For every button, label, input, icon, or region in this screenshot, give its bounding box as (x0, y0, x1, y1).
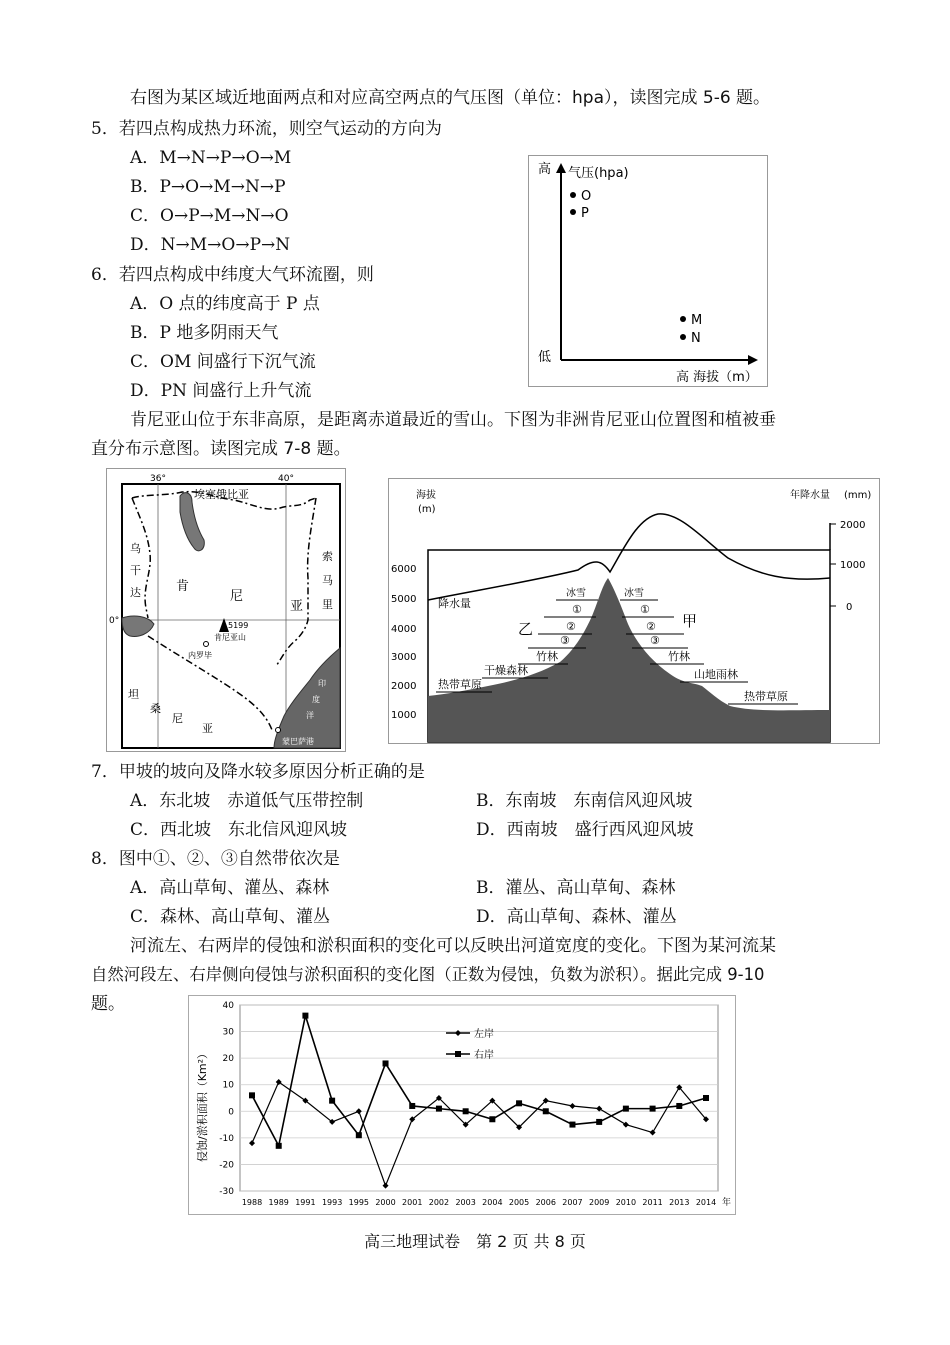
right-bank-point (489, 1116, 495, 1122)
erosion-chart (188, 995, 736, 1215)
x-tick-label: 2009 (588, 1198, 610, 1207)
lat-0-label: 0° (109, 616, 120, 626)
kenya-label-1: 肯 (176, 579, 190, 594)
lake-turkana (180, 493, 204, 551)
x-tick-label: 2011 (642, 1198, 663, 1207)
x-tick-label: 2007 (562, 1198, 583, 1207)
x-tick-label: 1991 (295, 1198, 316, 1207)
point-m (680, 316, 686, 322)
y-tick-label: 40 (222, 1001, 234, 1011)
left-bank-point (356, 1108, 362, 1114)
mombasa-label: 蒙巴萨港 (282, 737, 314, 746)
q78-intro-line2: 直分布示意图。读图完成 7-8 题。 (91, 439, 351, 459)
left-tick-3000: 3000 (391, 652, 417, 663)
q6-option-b: B．P 地多阴雨天气 (130, 323, 279, 343)
right-bank-point (383, 1060, 389, 1066)
uganda-label-3: 达 (130, 586, 141, 599)
y-high-label: 高 (538, 162, 552, 177)
left-bank-point (569, 1103, 575, 1109)
mountain-silhouette (428, 578, 830, 742)
right-axis-title-2: (mm) (844, 490, 872, 501)
page-footer: 高三地理试卷 第 2 页 共 8 页 (364, 1232, 586, 1251)
q910-intro-line1: 河流左、右两岸的侵蚀和淤积面积的变化可以反映出河道宽度的变化。下图为某河流某 (130, 936, 776, 956)
montane-rainforest-label: 山地雨林 (694, 668, 738, 681)
x-tick-label: 2006 (535, 1198, 556, 1207)
left-tick-6000: 6000 (391, 564, 417, 575)
somalia-label-2: 马 (322, 574, 333, 587)
x-axis-arrow-icon (748, 355, 758, 365)
tanzania-label-1: 坦 (128, 688, 139, 701)
nairobi-label: 内罗毕 (188, 651, 212, 660)
vegetation-profile (388, 478, 880, 744)
snow-right-label: 冰雪 (624, 588, 644, 599)
pressure-figure (528, 155, 768, 387)
mt-kenya-label: 肯尼亚山 (214, 633, 246, 642)
left-axis-title-2: (m) (418, 504, 436, 515)
belt3-left: ③ (560, 634, 570, 647)
right-bank-point (409, 1103, 415, 1109)
y-axis-arrow-icon (556, 163, 566, 173)
q6-stem: 6．若四点构成中纬度大气环流圈，则 (91, 265, 374, 285)
q7-option-d: D．西南坡 盛行西风迎风坡 (476, 820, 694, 840)
x-tick-label: 1988 (241, 1198, 263, 1207)
left-bank-point (650, 1130, 656, 1136)
right-bank-point (623, 1106, 629, 1112)
border-east (276, 498, 316, 666)
y-tick-label: 30 (222, 1027, 234, 1038)
legend-label: 右岸 (474, 1050, 494, 1061)
point-n (680, 334, 686, 340)
y-tick-label: -20 (219, 1160, 234, 1171)
x-tick-label: 2010 (615, 1198, 637, 1207)
y-tick-label: 0 (228, 1107, 234, 1118)
left-bank-point (623, 1122, 629, 1128)
mombasa-dot (276, 728, 281, 733)
q5-option-a: A．M→N→P→O→M (130, 148, 292, 168)
tanzania-label-2: 桑 (150, 702, 161, 715)
lon-36-label: 36° (150, 474, 166, 484)
lon-40-label: 40° (278, 474, 294, 484)
q5-option-c: C．O→P→M→N→O (130, 206, 289, 226)
kenya-label-2: 尼 (230, 589, 244, 604)
tanzania-label-4: 亚 (202, 722, 213, 735)
border-west (132, 498, 150, 618)
right-tick-1000: 1000 (840, 560, 866, 571)
q8-option-d: D．高山草甸、森林、灌丛 (476, 907, 677, 927)
q8-option-c: C．森林、高山草甸、灌丛 (130, 907, 331, 927)
bamboo-right-label: 竹林 (668, 650, 690, 663)
indian-ocean (274, 648, 340, 748)
belt3-right: ③ (650, 634, 660, 647)
peak-height-label: 5199 (228, 621, 249, 630)
slope-jia-label: 甲 (682, 612, 698, 630)
q5-option-d: D．N→M→O→P→N (130, 235, 291, 255)
legend-marker-right-bank (455, 1051, 461, 1057)
q6-option-c: C．OM 间盛行下沉气流 (130, 352, 316, 372)
right-bank-point (543, 1108, 549, 1114)
q7-option-a: A．东北坡 赤道低气压带控制 (130, 791, 364, 811)
kenya-map (106, 468, 346, 752)
q56-intro: 右图为某区域近地面两点和对应高空两点的气压图（单位：hpa），读图完成 5-6 题。 (130, 88, 771, 108)
q6-option-d: D．PN 间盛行上升气流 (130, 381, 312, 401)
x-tick-label: 2001 (402, 1198, 423, 1207)
x-tick-label: 2000 (375, 1198, 396, 1207)
belt2-right: ② (646, 620, 656, 633)
legend-marker-left-bank (455, 1030, 461, 1036)
x-axis-label: 年 (722, 1198, 732, 1208)
right-bank-point (302, 1013, 308, 1019)
q5-stem: 5．若四点构成热力环流，则空气运动的方向为 (91, 119, 442, 139)
y-tick-label: 10 (222, 1080, 234, 1091)
q78-intro-line1: 肯尼亚山位于东非高原，是距离赤道最近的雪山。下图为非洲肯尼亚山位置图和植被垂 (130, 410, 776, 430)
right-bank-point (463, 1108, 469, 1114)
left-tick-2000: 2000 (391, 681, 417, 692)
q6-option-a: A．O 点的纬度高于 P 点 (130, 294, 320, 314)
y-tick-label: 20 (222, 1054, 234, 1065)
q8-option-a: A．高山草甸、灌丛、森林 (130, 878, 330, 898)
savanna-right-label: 热带草原 (744, 690, 788, 703)
right-tick-2000: 2000 (840, 520, 866, 531)
x-tick-label: 1993 (321, 1198, 343, 1207)
y-low-label: 低 (538, 350, 552, 365)
uganda-label-1: 乌 (130, 542, 141, 555)
belt2-left: ② (566, 620, 576, 633)
ocean-label-3: 洋 (306, 711, 314, 720)
right-bank-point (249, 1092, 255, 1098)
point-o-label: O (581, 189, 592, 204)
savanna-left-label: 热带草原 (438, 678, 482, 691)
left-bank-point (249, 1140, 255, 1146)
left-bank-point (596, 1106, 602, 1112)
snow-left-label: 冰雪 (566, 588, 586, 599)
somalia-label-1: 索 (322, 550, 333, 563)
nairobi-dot (204, 642, 209, 647)
uganda-label-2: 干 (130, 564, 141, 577)
dry-forest-label: 干燥森林 (484, 664, 528, 677)
slope-yi-label: 乙 (518, 620, 534, 638)
x-tick-label: 1989 (268, 1198, 289, 1207)
ocean-label-1: 印 (318, 679, 326, 688)
belt1-left: ① (572, 603, 582, 616)
q910-intro-line2: 自然河段左、右岸侧向侵蚀与淤积面积的变化图（正数为侵蚀，负数为淤积）。据此完成 9-10 (91, 965, 765, 984)
chart-y-axis-label: 侵蚀/淤积面积（Km²） (196, 1047, 209, 1163)
point-o (570, 192, 576, 198)
y-tick-label: -30 (219, 1187, 234, 1197)
q8-option-b: B．灌丛、高山草甸、森林 (476, 878, 676, 898)
right-bank-point (569, 1122, 575, 1128)
right-bank-point (276, 1143, 282, 1149)
right-tick-0: 0 (846, 602, 853, 613)
x-tick-label: 2004 (482, 1198, 503, 1207)
q5-option-b: B．P→O→M→N→P (130, 177, 286, 197)
x-tick-label: 2005 (508, 1198, 530, 1207)
bamboo-left-label: 竹林 (536, 650, 558, 663)
x-tick-label: 2002 (428, 1198, 450, 1207)
right-axis-title-1: 年降水量 (790, 490, 830, 501)
q8-stem: 8．图中①、②、③自然带依次是 (91, 849, 340, 869)
x-tick-label: 2014 (695, 1198, 717, 1207)
right-bank-point (516, 1100, 522, 1106)
lake-victoria (122, 616, 154, 637)
left-tick-1000: 1000 (391, 710, 417, 721)
belt1-right: ① (640, 603, 650, 616)
x-tick-label: 2013 (669, 1198, 690, 1207)
x-title: 高 海拔（m） (676, 370, 758, 385)
right-bank-point (356, 1132, 362, 1138)
kenya-label-3: 亚 (290, 599, 304, 614)
ocean-label-2: 度 (312, 695, 320, 704)
right-bank-point (650, 1106, 656, 1112)
point-p (570, 209, 576, 215)
left-bank-point (383, 1183, 389, 1189)
left-tick-4000: 4000 (391, 624, 417, 635)
right-bank-point (596, 1119, 602, 1125)
point-m-label: M (691, 313, 703, 328)
point-n-label: N (691, 331, 701, 346)
tanzania-label-3: 尼 (172, 712, 183, 725)
q910-intro-line3: 题。 (91, 994, 125, 1014)
right-bank-point (329, 1098, 335, 1104)
right-bank-point (703, 1095, 709, 1101)
somalia-label-3: 里 (322, 598, 333, 611)
legend-label: 左岸 (474, 1029, 494, 1040)
x-tick-label: 1995 (348, 1198, 370, 1207)
q7-option-c: C．西北坡 东北信风迎风坡 (130, 820, 348, 840)
ethiopia-label: 埃塞俄比亚 (194, 488, 249, 501)
y-title: 气压(hpa) (568, 166, 629, 181)
left-axis-title-1: 海拔 (416, 490, 436, 501)
q7-stem: 7．甲坡的坡向及降水较多原因分析正确的是 (91, 762, 425, 782)
x-tick-label: 2003 (455, 1198, 476, 1207)
series-line-left-bank (252, 1082, 706, 1186)
q7-option-b: B．东南坡 东南信风迎风坡 (476, 791, 693, 811)
point-p-label: P (581, 206, 589, 221)
y-tick-label: -10 (219, 1133, 234, 1144)
precipitation-label: 降水量 (438, 597, 471, 610)
right-bank-point (676, 1103, 682, 1109)
right-bank-point (436, 1106, 442, 1112)
left-tick-5000: 5000 (391, 594, 417, 605)
